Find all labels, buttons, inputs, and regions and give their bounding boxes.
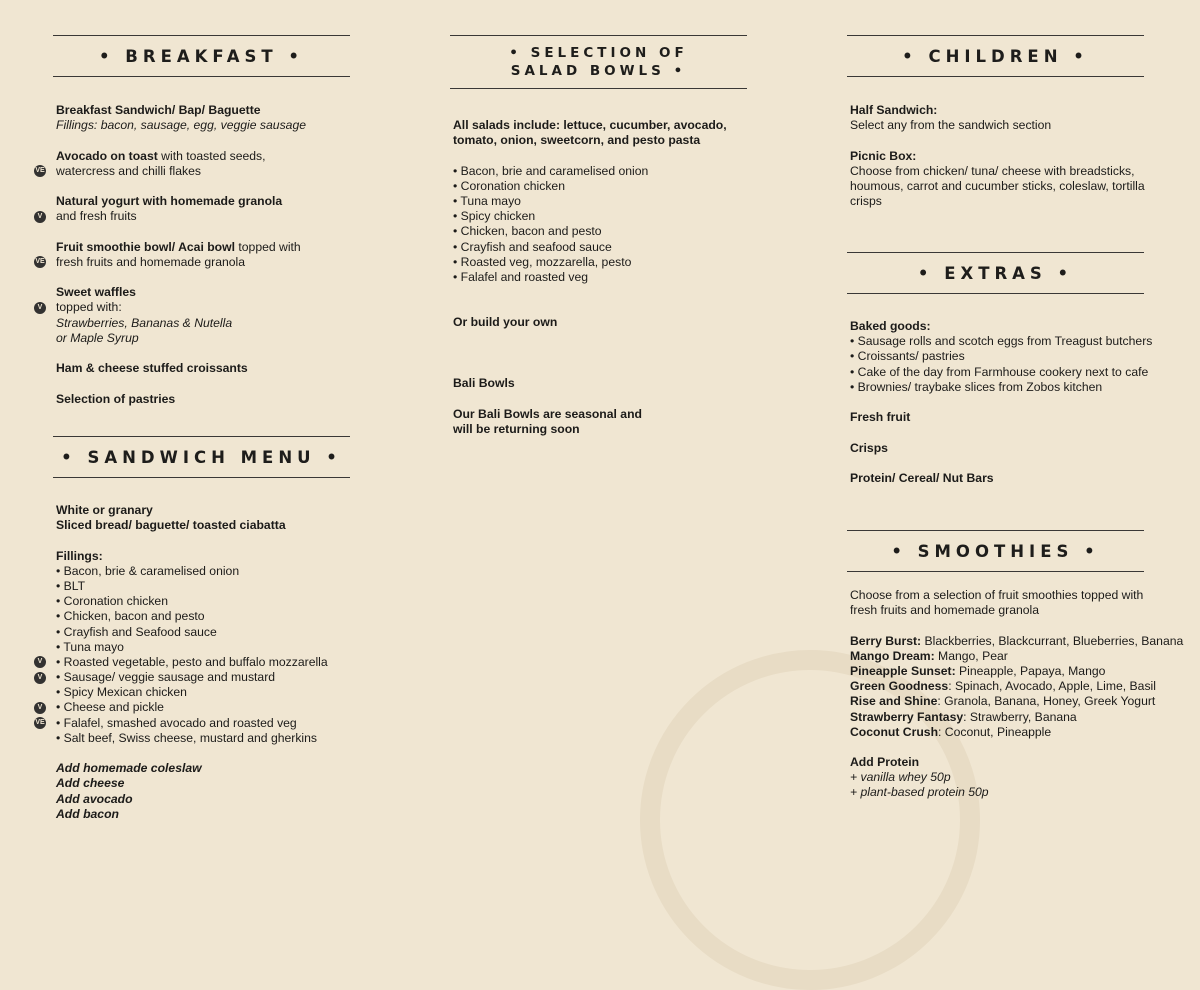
menu-text: Protein/ Cereal/ Nut Bars — [850, 470, 994, 485]
menu-text: • Tuna mayo — [56, 639, 124, 654]
menu-text: • Spicy chicken — [453, 209, 536, 224]
menu-line — [850, 770, 1144, 785]
menu-line — [453, 118, 747, 133]
menu-line — [56, 776, 350, 791]
menu-text: • Falafel and roasted veg — [453, 269, 589, 284]
menu-line — [850, 471, 1144, 486]
menu-line — [453, 164, 747, 179]
menu-line — [56, 149, 350, 164]
menu-text: • Sausage/ veggie sausage and mustard — [56, 670, 276, 685]
vegan-badge-icon: VE — [34, 717, 46, 729]
menu-text: Our Bali Bowls are seasonal and — [453, 406, 642, 421]
menu-text: Green Goodness — [850, 679, 949, 694]
salad-heading-line-1: • SELECTION OF — [509, 45, 688, 61]
menu-text: : Spinach, Avocado, Apple, Lime, Basil — [948, 679, 1156, 694]
menu-line — [56, 194, 350, 209]
sandwich-list — [35, 503, 350, 822]
line-spacer — [56, 746, 350, 761]
menu-text: • Chicken, bacon and pesto — [56, 609, 205, 624]
menu-line — [850, 103, 1144, 118]
menu-line — [37, 209, 350, 224]
menu-line — [850, 149, 1144, 164]
menu-text: Or build your own — [453, 315, 558, 330]
menu-line — [850, 118, 1144, 133]
menu-text: Avocado on toast — [56, 148, 158, 163]
line-spacer — [850, 740, 1144, 755]
menu-text: Sliced bread/ baguette/ toasted ciabatta — [56, 518, 286, 533]
line-spacer — [453, 300, 747, 315]
menu-text: topped with: — [56, 300, 122, 315]
menu-text: • Bacon, brie & caramelised onion — [56, 563, 240, 578]
menu-text: Add bacon — [56, 806, 119, 821]
menu-text: Selection of pastries — [56, 391, 176, 406]
sandwich-section — [35, 436, 350, 821]
menu-line — [56, 564, 350, 579]
menu-text: • Brownies/ traybake slices from Zobos kitchen — [850, 379, 1103, 394]
menu-line — [56, 792, 350, 807]
menu-line — [56, 503, 350, 518]
menu-text: Breakfast Sandwich/ Bap/ Baguette — [56, 103, 261, 117]
vegetarian-badge-icon: V — [34, 672, 46, 684]
menu-line — [56, 331, 350, 346]
menu-text: • Cake of the day from Farmhouse cookery next to cafe — [850, 364, 1149, 379]
line-spacer — [453, 285, 747, 300]
menu-line — [453, 179, 747, 194]
menu-line — [850, 603, 1144, 618]
menu-line — [56, 731, 350, 746]
menu-line — [56, 518, 350, 533]
children-section — [847, 35, 1145, 209]
menu-line — [35, 254, 350, 270]
menu-line — [37, 654, 350, 670]
menu-text: • Crayfish and Seafood sauce — [56, 624, 217, 639]
menu-text: Fillings: — [56, 548, 103, 563]
smoothies-heading: • SMOOTHIES • — [847, 530, 1144, 572]
vegetarian-badge-icon: V — [34, 302, 46, 314]
menu-line — [37, 670, 350, 685]
menu-line — [453, 407, 747, 422]
menu-text: will be returning soon — [453, 421, 580, 436]
menu-text: Add cheese — [56, 776, 125, 791]
menu-line — [850, 364, 1149, 380]
salad-bowls-heading — [450, 35, 747, 89]
line-spacer — [56, 270, 350, 285]
menu-line — [453, 209, 747, 224]
line-spacer — [56, 346, 350, 361]
breakfast-section — [35, 35, 350, 406]
menu-text: Bali Bowls — [453, 376, 515, 391]
menu-line — [850, 410, 1144, 425]
menu-text: Choose from a selection of fruit smoothies topped with — [850, 588, 1144, 602]
menu-text: Add avocado — [56, 791, 133, 806]
menu-text: • Chicken, bacon and pesto — [453, 224, 602, 239]
menu-text: • Salt beef, Swiss cheese, mustard and gherkins — [56, 730, 318, 745]
line-spacer — [56, 225, 350, 240]
menu-text: Rise and Shine — [850, 694, 938, 709]
breakfast-column — [35, 0, 350, 855]
salad-heading-line-2: SALAD BOWLS • — [510, 63, 687, 79]
menu-line — [850, 679, 1156, 694]
menu-text: : Strawberry, Banana — [963, 709, 1077, 724]
menu-line — [850, 588, 1144, 603]
vegetarian-badge-icon: V — [34, 656, 46, 668]
menu-line — [56, 118, 350, 133]
menu-line — [56, 609, 350, 624]
line-spacer — [56, 376, 350, 391]
menu-text: Pineapple Sunset: — [850, 663, 956, 678]
menu-text: Berry Burst: — [850, 633, 922, 648]
menu-text: or Maple Syrup — [56, 330, 139, 345]
menu-line — [56, 361, 350, 376]
menu-line — [850, 164, 1144, 179]
salad-section — [450, 35, 747, 436]
menu-line — [453, 422, 747, 437]
menu-text: + vanilla whey 50p — [850, 770, 951, 785]
menu-text: and fresh fruits — [56, 209, 137, 224]
line-spacer — [453, 391, 747, 406]
menu-line — [453, 224, 747, 239]
menu-text: Natural yogurt with homemade granola — [56, 194, 283, 209]
menu-line — [850, 785, 1144, 800]
smoothies-list — [850, 588, 1184, 801]
salad-list — [453, 118, 747, 437]
line-spacer — [56, 179, 350, 194]
menu-line — [453, 133, 747, 148]
extras-heading: • EXTRAS • — [847, 252, 1144, 294]
menu-text: houmous, carrot and cucumber sticks, coleslaw, tortilla — [850, 178, 1145, 193]
menu-text: • Croissants/ pastries — [850, 349, 965, 364]
menu-line — [56, 316, 350, 331]
menu-text: fresh fruits and homemade granola — [850, 603, 1040, 618]
menu-line — [56, 761, 350, 776]
menu-text: Strawberries, Bananas & Nutella — [56, 315, 233, 330]
menu-text: crisps — [850, 194, 882, 209]
breakfast-heading: • BREAKFAST • — [53, 35, 350, 77]
menu-line — [56, 685, 350, 700]
menu-line — [56, 579, 350, 594]
menu-line — [56, 103, 350, 118]
extras-section — [847, 252, 1153, 485]
menu-line — [35, 715, 350, 731]
menu-line — [850, 710, 1144, 725]
menu-text: White or granary — [56, 503, 153, 517]
menu-line — [56, 594, 350, 609]
menu-text: Picnic Box: — [850, 148, 917, 163]
vegan-badge-icon: VE — [34, 165, 46, 177]
menu-line — [453, 194, 747, 209]
menu-line — [56, 285, 350, 300]
line-spacer — [850, 425, 1144, 440]
menu-text: • Falafel, smashed avocado and roasted veg — [56, 715, 297, 730]
menu-text: • Tuna mayo — [453, 193, 521, 208]
menu-line — [850, 633, 1184, 649]
extras-list — [850, 319, 1153, 486]
menu-line — [453, 240, 747, 255]
line-spacer — [453, 148, 747, 163]
menu-text: Select any from the sandwich section — [850, 118, 1052, 133]
line-spacer — [850, 618, 1144, 633]
menu-text: Coconut Crush — [850, 724, 939, 739]
menu-line — [35, 163, 350, 179]
menu-text: Mango, Pear — [934, 648, 1008, 663]
menu-line — [850, 649, 1144, 664]
menu-text: Sweet waffles — [56, 285, 136, 300]
vegetarian-badge-icon: V — [34, 702, 46, 714]
menu-text: • Roasted veg, mozzarella, pesto — [453, 254, 632, 269]
menu-line — [850, 725, 1144, 740]
menu-text: • Roasted vegetable, pesto and buffalo mozzarella — [56, 654, 328, 669]
menu-text: • Crayfish and seafood sauce — [453, 239, 612, 254]
children-list — [850, 103, 1144, 209]
menu-text: • Coronation chicken — [453, 178, 565, 193]
children-heading: • CHILDREN • — [847, 35, 1144, 77]
menu-text: + plant-based protein 50p — [850, 785, 989, 800]
menu-text: watercress and chilli flakes — [56, 163, 201, 178]
line-spacer — [850, 456, 1144, 471]
sandwich-menu-heading: • SANDWICH MENU • — [53, 436, 350, 478]
menu-text: tomato, onion, sweetcorn, and pesto pasta — [453, 133, 701, 148]
menu-text: Fruit smoothie bowl/ Acai bowl — [56, 239, 235, 254]
menu-line — [850, 194, 1144, 209]
menu-text: Crisps — [850, 440, 888, 455]
menu-line — [453, 315, 747, 330]
menu-line — [56, 625, 350, 640]
menu-line — [56, 807, 350, 822]
menu-text: Add homemade coleslaw — [56, 761, 202, 776]
menu-text: Strawberry Fantasy — [850, 709, 964, 724]
menu-text: • Cheese and pickle — [56, 700, 164, 715]
menu-text: : Granola, Banana, Honey, Greek Yogurt — [937, 694, 1156, 709]
menu-line — [453, 376, 747, 391]
menu-text: topped with — [234, 239, 301, 254]
menu-text: All salads include: lettuce, cucumber, avocado, — [453, 118, 727, 132]
smoothies-section — [847, 530, 1184, 800]
line-spacer — [850, 133, 1144, 148]
salad-column — [450, 0, 747, 855]
menu-text: • Spicy Mexican chicken — [56, 685, 187, 700]
menu-text: : Coconut, Pineapple — [938, 724, 1052, 739]
vegetarian-badge-icon: V — [34, 211, 46, 223]
line-spacer — [453, 361, 747, 376]
line-spacer — [453, 346, 747, 361]
menu-text: Mango Dream: — [850, 648, 935, 663]
menu-line — [56, 549, 350, 564]
menu-line — [850, 694, 1156, 709]
menu-line — [850, 380, 1144, 395]
menu-line — [453, 255, 747, 270]
menu-line — [850, 179, 1144, 194]
line-spacer — [453, 331, 747, 346]
menu-text: Fillings: bacon, sausage, egg, veggie sausage — [56, 118, 307, 133]
menu-line — [850, 755, 1144, 770]
menu-line — [850, 664, 1144, 679]
menu-line — [56, 240, 350, 255]
line-spacer — [850, 395, 1144, 410]
menu-text: fresh fruits and homemade granola — [56, 254, 246, 269]
menu-line — [850, 441, 1144, 456]
menu-text: Choose from chicken/ tuna/ cheese with breadsticks, — [850, 163, 1135, 178]
menu-text: • BLT — [56, 578, 86, 593]
right-column — [847, 0, 1184, 855]
menu-text: Fresh fruit — [850, 410, 911, 425]
menu-text: Baked goods: — [850, 319, 931, 333]
menu-line — [56, 640, 350, 655]
line-spacer — [56, 533, 350, 548]
menu-line — [453, 270, 747, 285]
menu-text: with toasted seeds, — [157, 148, 266, 163]
menu-text: Ham & cheese stuffed croissants — [56, 361, 248, 376]
vegan-badge-icon: VE — [34, 256, 46, 268]
menu-text: Blackberries, Blackcurrant, Blueberries, Banana — [921, 633, 1184, 648]
menu-text: • Sausage rolls and scotch eggs from Treagust butchers — [850, 334, 1153, 349]
menu-line — [850, 334, 1153, 349]
menu-text: Add Protein — [850, 755, 920, 770]
breakfast-list — [35, 103, 350, 407]
menu-text: • Coronation chicken — [56, 594, 168, 609]
menu-text: Pineapple, Papaya, Mango — [955, 663, 1106, 678]
line-spacer — [56, 133, 350, 148]
menu-line — [850, 319, 1144, 334]
menu-text: • Bacon, brie and caramelised onion — [453, 163, 649, 178]
menu-line — [850, 349, 1144, 364]
menu-text: Half Sandwich: — [850, 103, 938, 117]
menu-line — [37, 700, 350, 715]
menu-line — [56, 392, 350, 407]
menu-line — [37, 300, 350, 315]
